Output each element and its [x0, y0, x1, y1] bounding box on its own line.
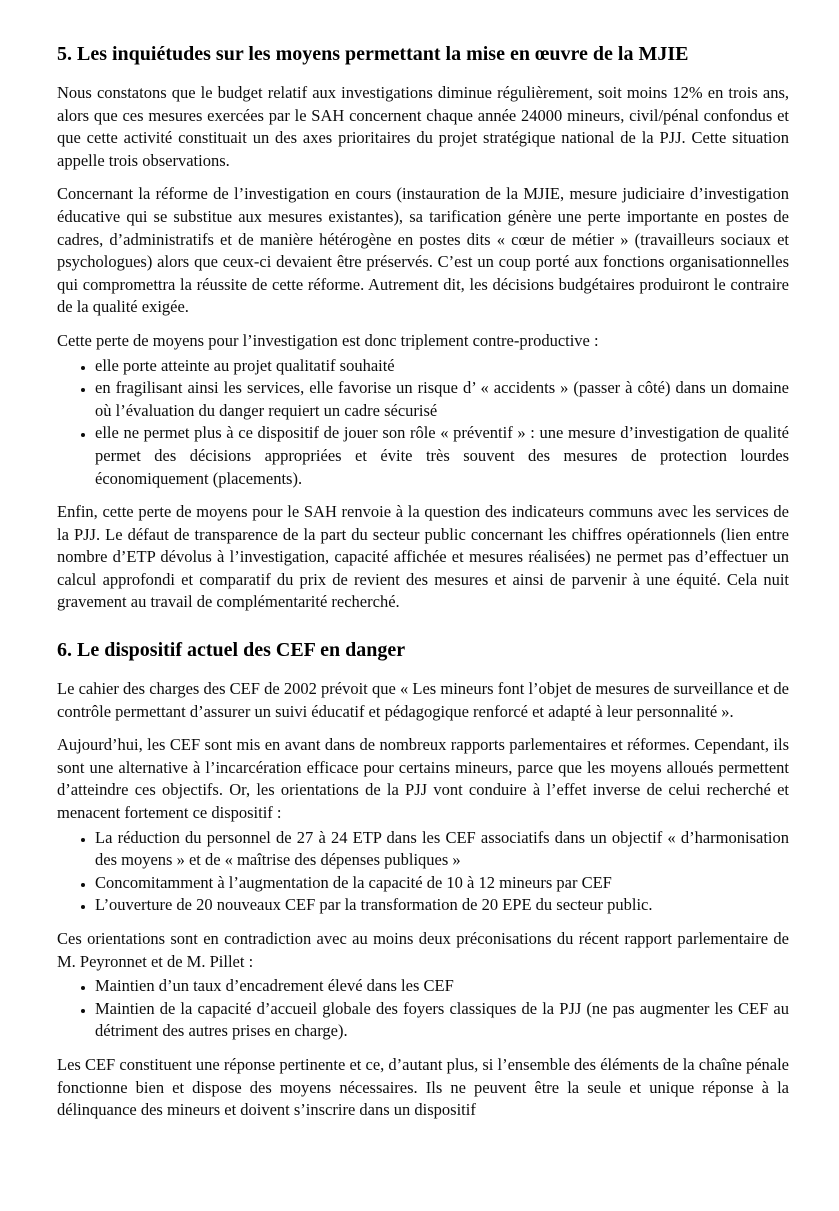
- section-6-paragraph-4: Les CEF constituent une réponse pertinente et ce, d’autant plus, si l’ensemble des éléments de la chaîne pénale fonctionne bien et dispose des moyens nécessaires. Ils ne peuvent être la seule et unique réponse à la délinquance des mineurs et doivent s’inscrire dans un dispositif: [57, 1054, 789, 1120]
- section-6-paragraph-1: Le cahier des charges des CEF de 2002 prévoit que « Les mineurs font l’objet de mesures de surveillance et de contrôle permettant d’assurer un suivi éducatif et pédagogique renforcé et adapté à leur personnalité ».: [57, 679, 789, 721]
- bullet-item: • Maintien d’un taux d’encadrement élevé dans les CEF: [95, 975, 789, 998]
- section-5-paragraph-3: Cette perte de moyens pour l’investigation est donc triplement contre-productive :: [57, 330, 599, 350]
- section-5: [57, 42, 789, 614]
- bullet-item: • La réduction du personnel de 27 à 24 ETP dans les CEF associatifs dans un objectif « d’harmonisation des moyens » et de « maîtrise des dépenses publiques »: [95, 827, 789, 872]
- bullet-item: • elle porte atteinte au projet qualitatif souhaité: [95, 355, 789, 378]
- section-6-bullet-list-2: [57, 975, 789, 1043]
- section-5-heading: 5. Les inquiétudes sur les moyens permettant la mise en œuvre de la MJIE: [57, 43, 689, 65]
- section-6-heading: 6. Le dispositif actuel des CEF en danger: [57, 639, 406, 662]
- section-5-paragraph-2: Concernant la réforme de l’investigation en cours (instauration de la MJIE, mesure judiciaire d’investigation éducative qui se substitue aux mesures existantes), sa tarification génère une perte importante en postes de cadres, d’administratifs et de manière hétérogène en postes dits « cœur de métier » (travailleurs sociaux et psychologues) alors que ceux-ci devaient être préservés. C’est un coup porté aux fonctions organisationnelles qui compromettra la réussite de cette réforme. Autrement dit, les décisions budgétaires produiront le contraire de la qualité exigée.: [57, 184, 789, 317]
- bullet-item: • Concomitamment à l’augmentation de la capacité de 10 à 12 mineurs par CEF: [95, 872, 789, 895]
- bullet-item: • elle ne permet plus à ce dispositif de jouer son rôle « préventif » : une mesure d’investigation de qualité permet des décisions appropriées et évite très souvent des mesures de protection lourdes économiquement (placements).: [95, 422, 789, 490]
- section-5-bullet-list: [57, 355, 789, 491]
- section-6-paragraph-3: Ces orientations sont en contradiction avec au moins deux préconisations du récent rapport parlementaire de M. Peyronnet et de M. Pillet :: [57, 929, 789, 971]
- bullet-item: • en fragilisant ainsi les services, elle favorise un risque d’ « accidents » (passer à côté) dans un domaine où l’évaluation du danger requiert un cadre sécurisé: [95, 377, 789, 422]
- section-5-paragraph-1: Nous constatons que le budget relatif aux investigations diminue régulièrement, soit moins 12% en trois ans, alors que ces mesures exercées par le SAH concernent chaque année 24000 mineurs, civil/pénal confondus et que cette activité constituait un des axes prioritaires du projet stratégique national de la PJJ. Cette situation appelle trois observations.: [57, 83, 789, 170]
- section-6-paragraph-2: Aujourd’hui, les CEF sont mis en avant dans de nombreux rapports parlementaires et réformes. Cependant, ils sont une alternative à l’incarcération efficace pour certains mineurs, parce que les moyens alloués permettent d’atteindre ces objectifs. Or, les orientations de la PJJ vont conduire à l’effet inverse de celui recherché et menacent fortement ce dispositif :: [57, 735, 789, 823]
- section-6: [57, 638, 789, 1122]
- bullet-item: • Maintien de la capacité d’accueil globale des foyers classiques de la PJJ (ne pas augmenter les CEF au détriment des autres prises en charge).: [95, 998, 789, 1043]
- section-6-bullet-list-1: [57, 827, 789, 917]
- bullet-item: • L’ouverture de 20 nouveaux CEF par la transformation de 20 EPE du secteur public.: [95, 894, 789, 917]
- section-5-paragraph-4: Enfin, cette perte de moyens pour le SAH renvoie à la question des indicateurs communs avec les services de la PJJ. Le défaut de transparence de la part du secteur public concernant les chiffres opérationnels (lien entre nombre d’ETP dévolus à l’investigation, capacité affichée et mesures réalisées) ne permet pas d’effectuer un calcul approfondi et comparatif du prix de revient des mesures et ainsi de parvenir à une équité. Cela nuit gravement au travail de complémentarité recherché.: [57, 502, 789, 612]
